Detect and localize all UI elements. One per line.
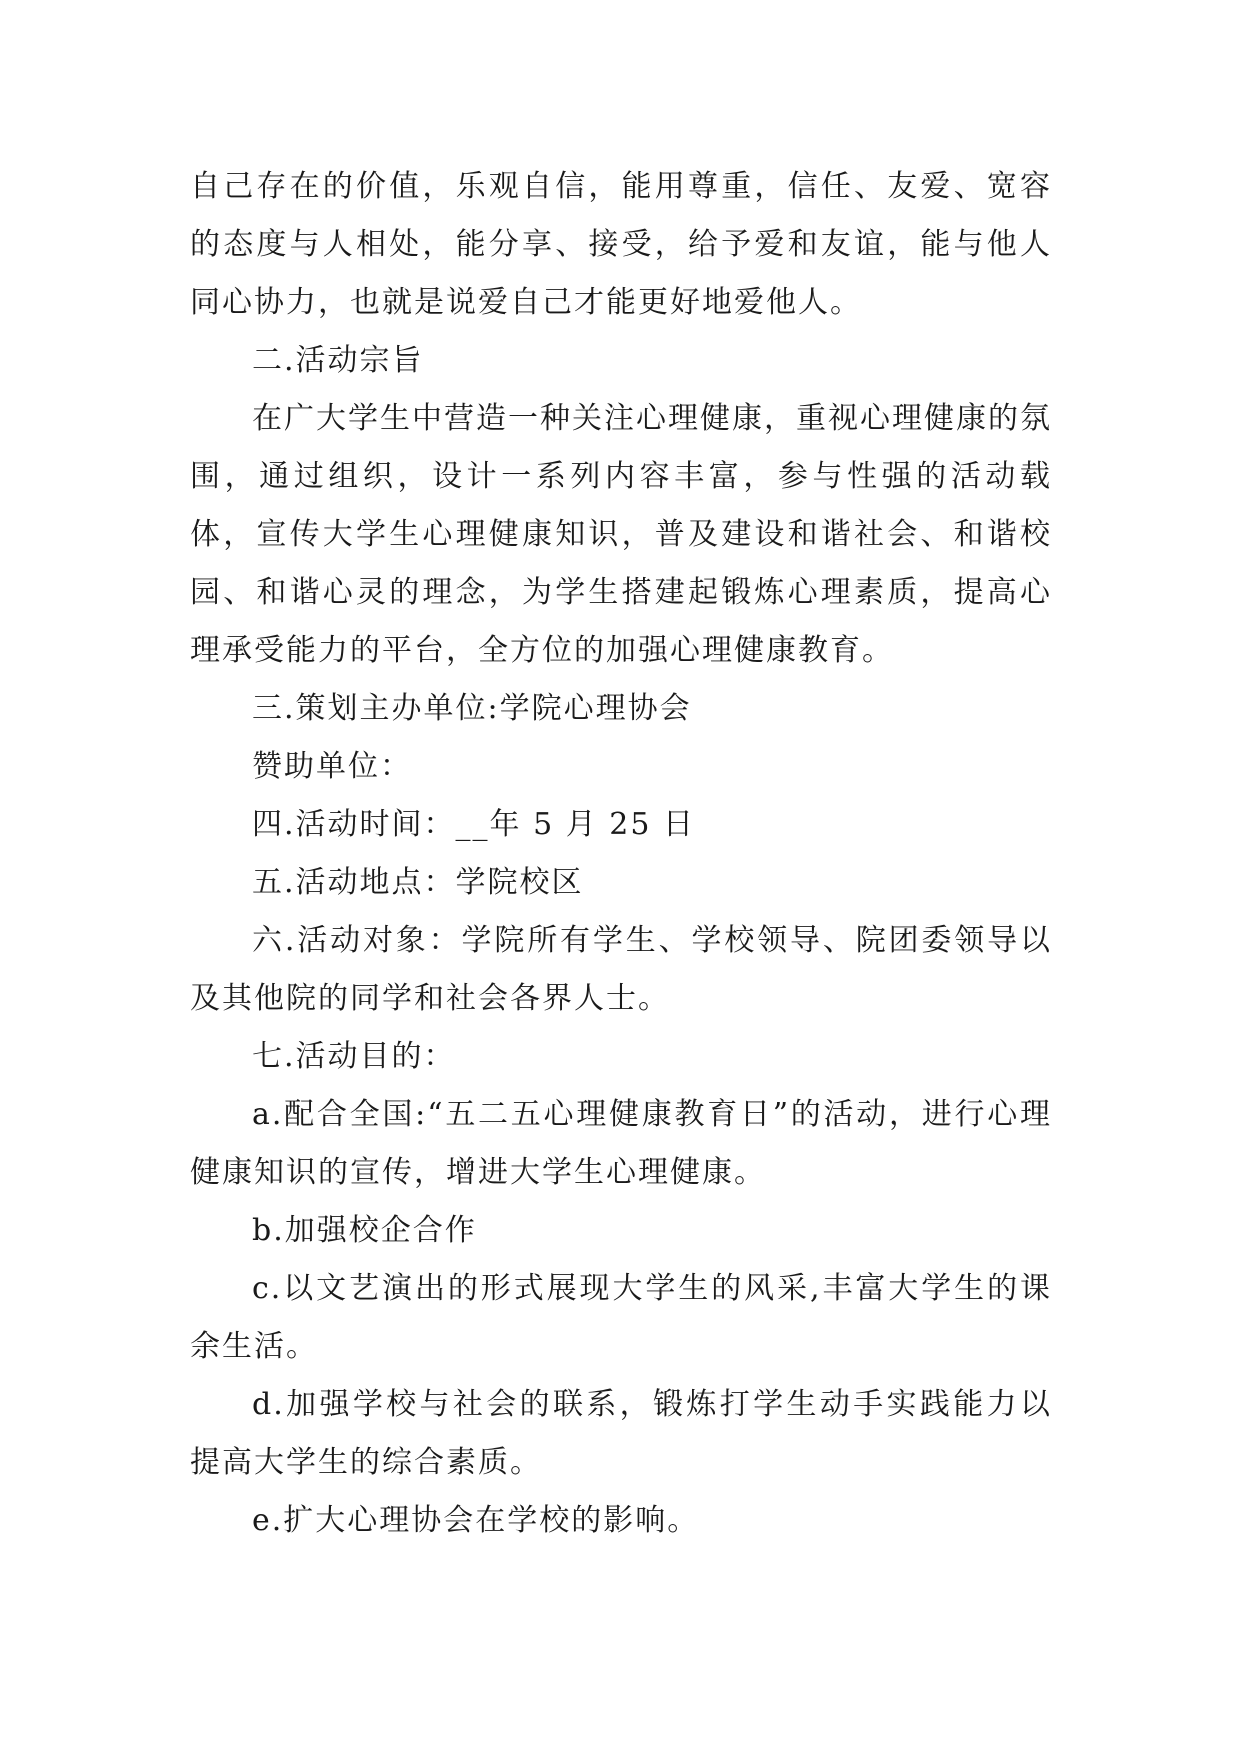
paragraph-activity-purpose: 在广大学生中营造一种关注心理健康，重视心理健康的氛围，通过组织，设计一系列内容丰富，参与性强的活动载体，宣传大学生心理健康知识，普及建设和谐社会、和谐校园、和谐心灵的理念，为学生搭建起锻炼心理素质，提高心理承受能力的平台，全方位的加强心理健康教育。 bbox=[190, 401, 1052, 668]
paragraph-intro-continued: 自己存在的价值，乐观自信，能用尊重，信任、友爱、宽容的态度与人相处，能分享、接受，给予爱和友谊，能与他人同心协力，也就是说爱自己才能更好地爱他人。 bbox=[190, 169, 1052, 320]
paragraph-activity-time: 四.活动时间：__年 5 月 25 日 bbox=[252, 807, 695, 842]
document-body bbox=[190, 158, 1052, 1550]
heading-activity-purpose: 二.活动宗旨 bbox=[252, 343, 424, 378]
paragraph-sponsor: 赞助单位： bbox=[252, 749, 412, 784]
list-item-goal-c: c.以文艺演出的形式展现大学生的风采,丰富大学生的课余生活。 bbox=[190, 1271, 1052, 1364]
list-item-goal-a: a.配合全国:“五二五心理健康教育日”的活动，进行心理健康知识的宣传，增进大学生心理健康。 bbox=[190, 1097, 1052, 1190]
heading-activity-goals: 七.活动目的： bbox=[252, 1039, 456, 1074]
list-item-goal-d: d.加强学校与社会的联系，锻炼打学生动手实践能力以提高大学生的综合素质。 bbox=[190, 1387, 1052, 1480]
list-item-goal-e: e.扩大心理协会在学校的影响。 bbox=[252, 1503, 700, 1538]
list-item-goal-b: b.加强校企合作 bbox=[252, 1213, 477, 1248]
paragraph-activity-audience: 六.活动对象：学院所有学生、学校领导、院团委领导以及其他院的同学和社会各界人士。 bbox=[190, 923, 1052, 1016]
paragraph-activity-location: 五.活动地点：学院校区 bbox=[252, 865, 584, 900]
paragraph-organizer: 三.策划主办单位:学院心理协会 bbox=[252, 691, 692, 726]
